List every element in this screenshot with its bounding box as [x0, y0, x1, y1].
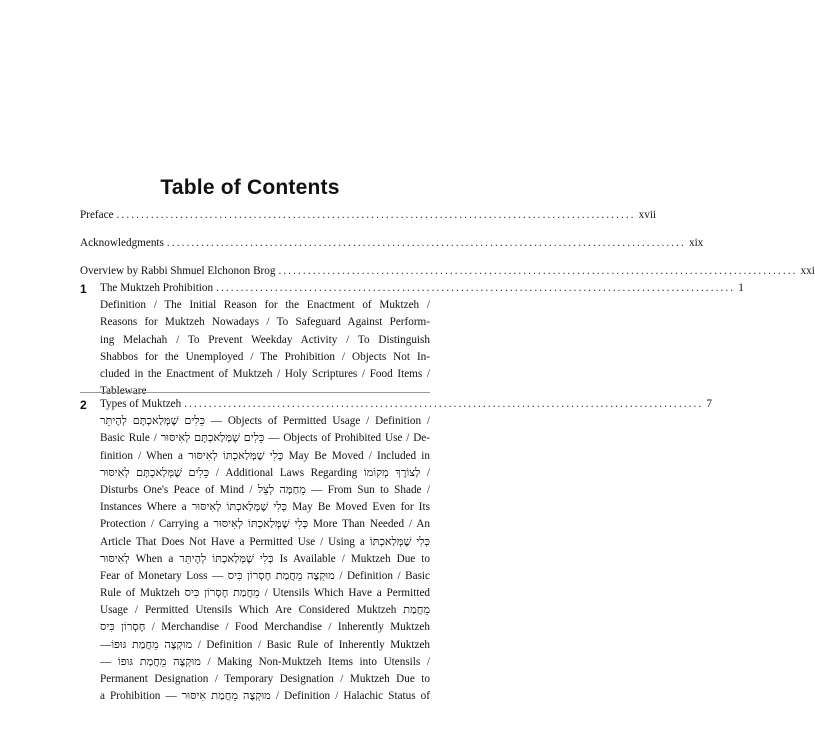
chapter-line: לְאִיסּוּר When a כְּלִי שֶׁמְּלַאכְתּוֹ לְהֶיתֵּר Is Available / Muktzeh Due to: [100, 552, 430, 565]
chapter-body: [100, 280, 744, 400]
chapter-heading-row[interactable]: [100, 280, 744, 297]
chapter-number: 2: [80, 398, 87, 412]
chapter-line: Article That Does Not Have a Permitted Use / Using a כְּלִי שֶׁמְּלַאכְתּוֹ: [100, 535, 430, 548]
chapter-line: Definition / The Initial Reason for the Enactment of Muktzeh /: [100, 299, 430, 312]
divider: [80, 392, 430, 393]
toc-entry-overview[interactable]: [80, 264, 815, 278]
toc-entry-page: xvii: [638, 209, 657, 221]
chapter-line: Usage / Permitted Utensils Which Are Considered Muktzeh מֵחֲמַת: [100, 604, 430, 617]
chapter-line: Fear of Monetary Loss — מוּקְצֶה מֵחֲמַת חֶסְרוֹן כִּיס / Definition / Basic: [100, 569, 430, 582]
chapter-heading-text: The Muktzeh Prohibition: [100, 282, 214, 294]
chapter-line: Basic Rule / כֵּלִים שֶׁמְּלַאכְתָּם לְאִיסּוּר — Objects of Prohibited Use / De-: [100, 432, 431, 445]
chapter-line: Instances Where a כְּלִי שֶׁמְּלַאכְתּוֹ לְאִיסּוּר May Be Moved Even for Its: [100, 501, 430, 514]
chapter-line: Permanent Designation / Temporary Designation / Muktzeh Due to: [100, 673, 430, 686]
chapter-page: 1: [738, 282, 744, 294]
chapter-line: — מוּקְצֶה מֵחֲמַת גּוּפוֹ / Making Non-Muktzeh Items into Utensils /: [100, 655, 430, 668]
chapter-line: כֵּלִים שֶׁמְּלַאכְתָּם לְהֶיתֵּר — Objects of Permitted Usage / Definition /: [100, 415, 430, 428]
chapter-line: כֵּלִים שֶׁמְּלַאכְתָּם לְאִיסּוּר / Additional Laws Regarding לְצוֹרֶךְ מְקוֹמוֹ /: [100, 466, 430, 479]
toc-entry-label: Overview by Rabbi Shmuel Elchonon Brog: [80, 265, 276, 277]
toc-entry-page: xxi: [800, 265, 815, 277]
dot-leader: ..........................................................................................................: [216, 282, 736, 294]
chapter-line: finition / When a כְּלִי שֶׁמְּלַאכְתּוֹ לְאִיסּוּר May Be Moved / Included in: [100, 449, 430, 462]
chapter-heading-row[interactable]: [100, 396, 712, 413]
dot-leader: ..........................................................................................................: [184, 398, 704, 410]
chapter-line: a Prohibition — מוּקְצֶה מֵחֲמַת אִיסּוּר / Definition / Halachic Status of: [100, 690, 430, 703]
chapter-line: cluded in the Enactment of Muktzeh / Holy Scriptures / Food Items /: [100, 367, 430, 380]
chapter-line: חֶסְרוֹן כִּיס / Merchandise / Food Merchandise / Inherently Muktzeh: [100, 621, 430, 634]
chapter-line: Shabbos for the Unemployed / The Prohibition / Objects Not In-: [100, 350, 430, 363]
toc-entry-page: xix: [688, 237, 704, 249]
dot-leader: ..........................................................................................................: [116, 209, 636, 221]
chapter-line: Protection / Carrying a כְּלִי שֶׁמְּלַאכְתּוֹ לְאִיסּוּר More Than Needed / An: [100, 518, 431, 531]
toc-entry-label: Acknowledgments: [80, 237, 164, 249]
chapter-body: [100, 396, 712, 705]
page-title: Table of Contents: [160, 176, 340, 199]
chapter-heading-text: Types of Muktzeh: [100, 398, 182, 410]
toc-entry-preface[interactable]: [80, 208, 657, 222]
chapter-page: 7: [706, 398, 712, 410]
chapter-line: Disturbs One's Peace of Mind / מֵחַמָּה לְצֵל — From Sun to Shade /: [100, 483, 430, 496]
chapter-number: 1: [80, 282, 87, 296]
chapter-heading: [100, 396, 181, 413]
dot-leader: ..........................................................................................................: [278, 265, 798, 277]
toc-entry-acknowledgments[interactable]: [80, 236, 704, 250]
dot-leader: ..........................................................................................................: [166, 237, 686, 249]
chapter-line: Reasons for Muktzeh Nowadays / To Safeguard Against Perform-: [100, 316, 430, 329]
chapter-heading: [100, 280, 213, 297]
chapter-line: Rule of Muktzeh מֵחֲמַת חֶסְרוֹן כִּיס / Utensils Which Have a Permitted: [100, 587, 431, 600]
chapter-line: —מוּקְצֶה מֵחֲמַת גּוּפוֹ / Definition / Basic Rule of Inherently Muktzeh: [100, 638, 431, 651]
toc-entry-label: Preface: [80, 209, 114, 221]
chapter-line: ing Melachah / To Prevent Weekday Activity / To Distinguish: [100, 333, 430, 346]
